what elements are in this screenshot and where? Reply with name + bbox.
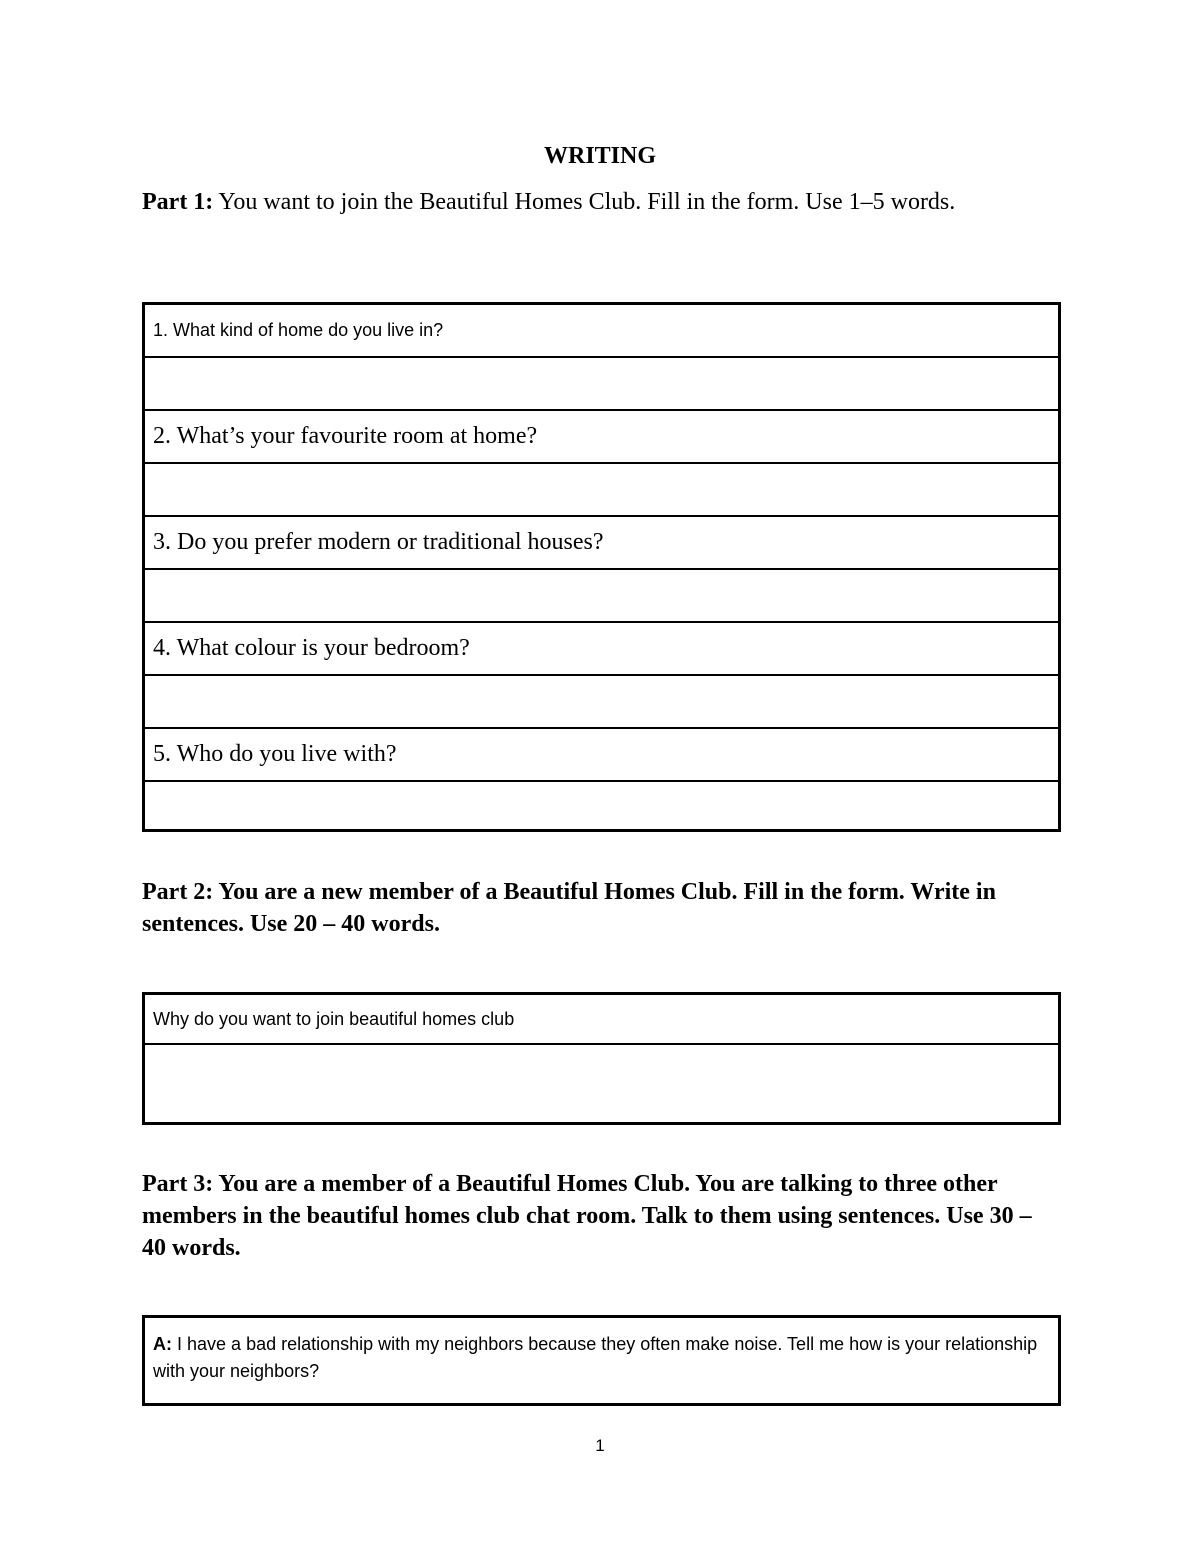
question-row-2 xyxy=(145,411,1058,464)
part2-instructions: Part 2: You are a new member of a Beautiful Homes Club. Fill in the form. Write in sentences. Use 20 – 40 words. xyxy=(142,879,996,937)
part1-instruction-text: You want to join the Beautiful Homes Club. Fill in the form. Use 1–5 words. xyxy=(218,189,956,215)
speaker-label: A: xyxy=(153,1334,172,1354)
answer-field-1[interactable] xyxy=(145,358,1058,411)
answer-field-2[interactable] xyxy=(145,464,1058,517)
question-1: 1. What kind of home do you live in? xyxy=(153,320,444,340)
part3-instructions: Part 3: You are a member of a Beautiful Homes Club. You are talking to three other members in the beautiful homes club chat room. Talk to them using sentences. Use 30 – 40 words. xyxy=(142,1171,1032,1261)
question-row-5 xyxy=(145,729,1058,782)
part2-answer-field[interactable] xyxy=(145,1045,1058,1122)
question-3: 3. Do you prefer modern or traditional houses? xyxy=(153,529,604,555)
answer-field-3[interactable] xyxy=(145,570,1058,623)
question-2: 2. What’s your favourite room at home? xyxy=(153,423,538,449)
part2-question-row xyxy=(145,995,1058,1045)
question-row-3 xyxy=(145,517,1058,570)
answer-field-4[interactable] xyxy=(145,676,1058,729)
part2-question: Why do you want to join beautiful homes club xyxy=(153,1008,515,1029)
part2-form xyxy=(142,992,1061,1125)
page-title: WRITING xyxy=(543,143,657,169)
part1-label: Part 1: xyxy=(142,189,214,215)
question-5: 5. Who do you live with? xyxy=(153,741,397,767)
page-number: 1 xyxy=(595,1436,605,1455)
part1-form xyxy=(142,302,1061,832)
chat-message: I have a bad relationship with my neighbors because they often make noise. Tell me how is your relationship with your neighbors? xyxy=(153,1334,1038,1381)
part1-instructions xyxy=(142,186,1042,218)
question-row-1 xyxy=(145,305,1058,358)
question-row-4 xyxy=(145,623,1058,676)
answer-field-5[interactable] xyxy=(145,782,1058,835)
question-4: 4. What colour is your bedroom? xyxy=(153,635,470,661)
part3-chat-box xyxy=(142,1315,1061,1406)
